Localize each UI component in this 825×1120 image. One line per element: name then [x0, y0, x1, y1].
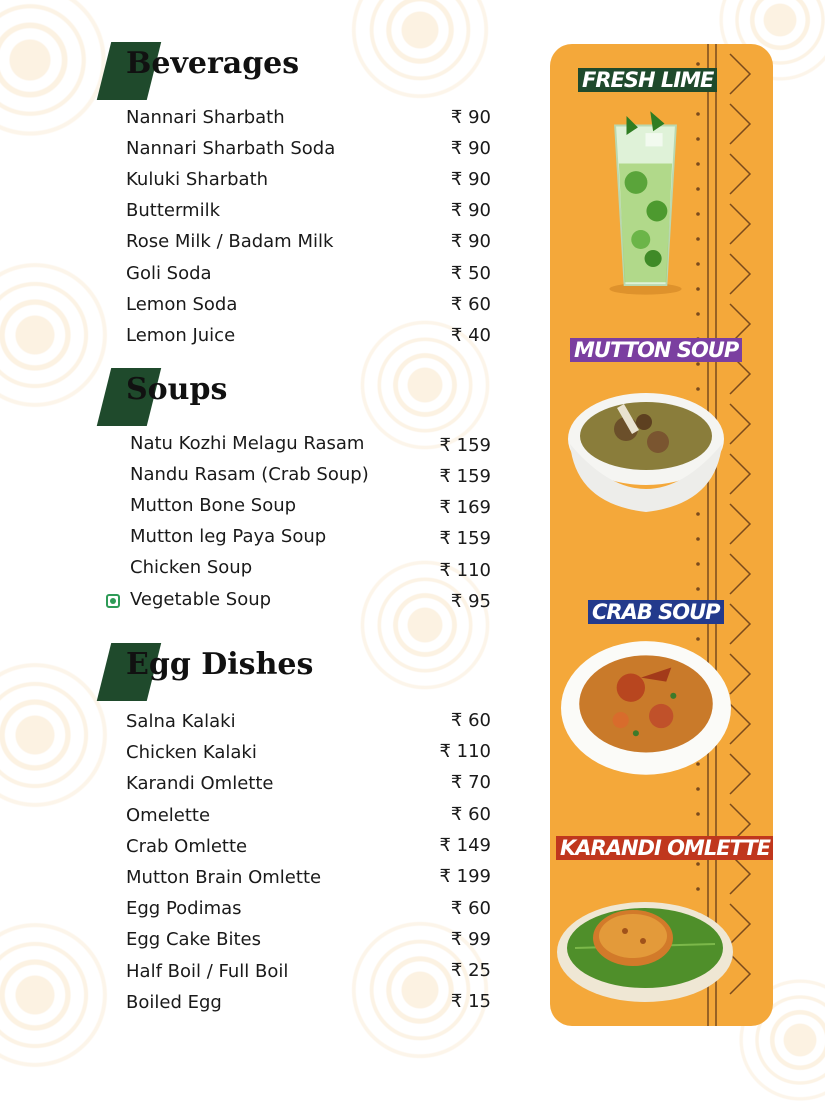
menu-item-price: ₹ 159 — [439, 466, 491, 487]
menu-item-name: Boiled Egg — [126, 992, 222, 1013]
menu-item-price: ₹ 70 — [450, 772, 491, 793]
menu-item-price: ₹ 60 — [450, 294, 491, 315]
menu-item-name: Kuluki Sharbath — [126, 169, 269, 190]
menu-item-price: ₹ 159 — [439, 435, 491, 456]
menu-item-price: ₹ 25 — [450, 960, 491, 981]
fresh-lime-label: FRESH LIME — [578, 68, 717, 92]
background-mandala — [0, 900, 130, 1090]
side-promo-panel — [550, 44, 773, 1026]
background-mandala — [330, 0, 510, 120]
menu-item-name: Half Boil / Full Boil — [126, 961, 289, 982]
menu-item-price: ₹ 90 — [450, 200, 491, 221]
menu-item-name: Mutton Brain Omlette — [126, 867, 322, 888]
menu-item-price: ₹ 60 — [450, 804, 491, 825]
menu-item-price: ₹ 159 — [439, 528, 491, 549]
menu-item-price: ₹ 50 — [450, 263, 491, 284]
menu-item-name: Natu Kozhi Melagu Rasam — [130, 433, 365, 454]
section-heading: Egg Dishes — [126, 647, 314, 682]
menu-item-name: Lemon Juice — [126, 325, 236, 346]
mutton-soup-image — [566, 379, 726, 519]
menu-item-name: Chicken Soup — [130, 557, 253, 578]
menu-item-price: ₹ 110 — [439, 560, 491, 581]
menu-item-price: ₹ 90 — [450, 107, 491, 128]
menu-item-name: Nandu Rasam (Crab Soup) — [130, 464, 369, 485]
veg-indicator-icon — [106, 594, 120, 608]
menu-item-price: ₹ 60 — [450, 710, 491, 731]
menu-item-price: ₹ 90 — [450, 138, 491, 159]
section-heading: Soups — [126, 372, 228, 407]
menu-item-name: Buttermilk — [126, 200, 220, 221]
menu-item-name: Nannari Sharbath — [126, 107, 285, 128]
karandi-omlette-image — [554, 886, 736, 1006]
menu-item-name: Chicken Kalaki — [126, 742, 257, 763]
menu-item-name: Egg Cake Bites — [126, 929, 261, 950]
menu-item-price: ₹ 149 — [439, 835, 491, 856]
menu-item-price: ₹ 15 — [450, 991, 491, 1012]
menu-item-price: ₹ 199 — [439, 866, 491, 887]
karandi-omlette-label: KARANDI OMLETTE — [556, 836, 773, 860]
mutton-soup-label: MUTTON SOUP — [570, 338, 742, 362]
menu-item-price: ₹ 90 — [450, 169, 491, 190]
menu-item-name: Mutton Bone Soup — [130, 495, 297, 516]
crab-soup-label: CRAB SOUP — [588, 600, 724, 624]
menu-item-name: Egg Podimas — [126, 898, 242, 919]
menu-item-name: Nannari Sharbath Soda — [126, 138, 336, 159]
menu-item-name: Mutton leg Paya Soup — [130, 526, 327, 547]
menu-item-price: ₹ 169 — [439, 497, 491, 518]
section-heading: Beverages — [126, 46, 300, 81]
menu-item-name: Karandi Omlette — [126, 773, 274, 794]
menu-item-price: ₹ 60 — [450, 898, 491, 919]
menu-item-name: Rose Milk / Badam Milk — [126, 231, 334, 252]
menu-item-price: ₹ 99 — [450, 929, 491, 950]
crab-soup-image — [560, 637, 732, 789]
menu-item-price: ₹ 95 — [450, 591, 491, 612]
menu-item-name: Salna Kalaki — [126, 711, 236, 732]
menu-item-name: Crab Omlette — [126, 836, 248, 857]
fresh-lime-drink-image — [598, 99, 693, 304]
menu-item-price: ₹ 110 — [439, 741, 491, 762]
menu-item-price: ₹ 90 — [450, 231, 491, 252]
menu-item-price: ₹ 40 — [450, 325, 491, 346]
menu-item-name: Vegetable Soup — [130, 589, 272, 610]
menu-item-name: Omelette — [126, 805, 211, 826]
menu-item-name: Lemon Soda — [126, 294, 238, 315]
tribal-border-pattern — [690, 44, 770, 1026]
background-mandala — [330, 900, 510, 1080]
menu-item-name: Goli Soda — [126, 263, 212, 284]
